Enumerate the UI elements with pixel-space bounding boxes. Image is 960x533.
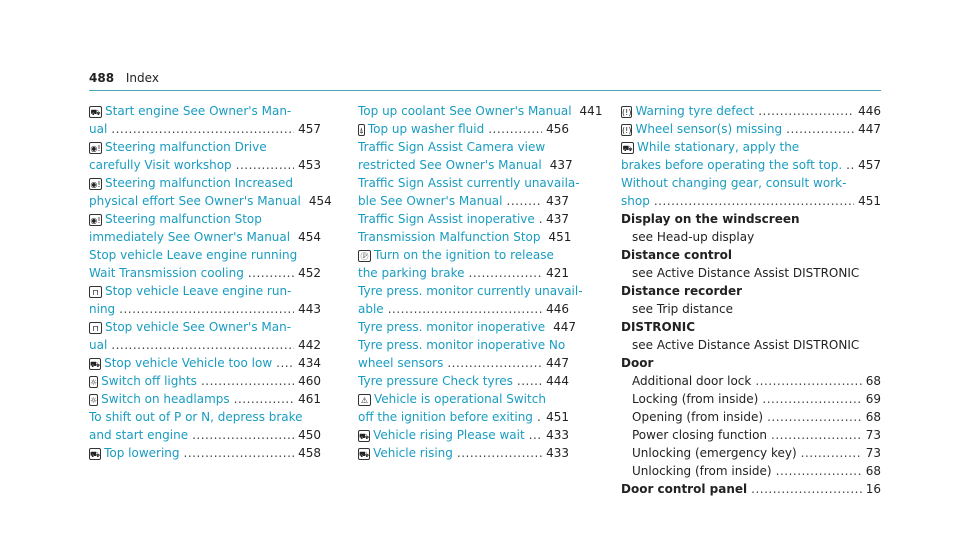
index-entry: [621, 264, 881, 282]
page-reference[interactable]: 433: [546, 446, 569, 460]
index-entry: [621, 300, 881, 318]
index-entry[interactable]: [358, 444, 569, 462]
dot-leader: [388, 300, 542, 318]
index-entry[interactable]: [89, 156, 321, 174]
index-entry[interactable]: [89, 264, 321, 282]
steering-warning-icon: ◉!: [90, 216, 101, 225]
index-entry[interactable]: [89, 372, 321, 390]
dot-leader: [537, 408, 542, 426]
light-icon: ☼: [90, 378, 98, 387]
index-entry-text: Distance recorder: [621, 284, 743, 298]
index-entry[interactable]: [358, 426, 569, 444]
page-reference[interactable]: 456: [546, 122, 569, 136]
index-entry[interactable]: [89, 120, 321, 138]
index-entry-text: While stationary, apply the: [637, 140, 800, 154]
index-entry-text: Top up washer fluid: [367, 122, 485, 136]
index-entry: [621, 138, 881, 156]
page-reference[interactable]: 434: [298, 356, 321, 370]
index-entry-text: Traffic Sign Assist Camera view: [358, 140, 546, 154]
dot-leader: [751, 480, 862, 498]
index-entry-text: see Head-up display: [632, 230, 755, 244]
dot-leader: [771, 426, 862, 444]
index-entry[interactable]: [621, 408, 881, 426]
index-entry: [621, 228, 881, 246]
index-entry-text: Switch on headlamps: [101, 392, 230, 406]
index-entry-text: ble See Owner's Manual: [358, 194, 503, 208]
index-entry: [89, 210, 321, 228]
index-entry[interactable]: [621, 462, 881, 480]
car-icon: ⛟: [90, 450, 101, 459]
index-entry: [621, 246, 881, 264]
index-entry[interactable]: [89, 192, 332, 210]
page-reference[interactable]: 461: [298, 392, 321, 406]
index-entry[interactable]: [358, 300, 569, 318]
index-entry: [621, 174, 881, 192]
index-entry: [621, 282, 881, 300]
index-entry-text: Locking (from inside): [632, 392, 759, 406]
page-reference[interactable]: 451: [858, 194, 881, 208]
index-entry[interactable]: [89, 336, 321, 354]
index-entry-text: able: [358, 302, 384, 316]
page-reference[interactable]: 447: [546, 356, 569, 370]
dot-leader: [119, 300, 294, 318]
parking-brake-icon: Ⓟ: [358, 250, 371, 262]
index-entry-text: wheel sensors: [358, 356, 444, 370]
index-column-2: [358, 102, 603, 462]
index-entry[interactable]: [358, 192, 569, 210]
dot-leader: [111, 336, 294, 354]
index-entry: [358, 174, 580, 192]
index-entry-text: and start engine: [89, 428, 189, 442]
index-entry[interactable]: [89, 390, 321, 408]
index-entry[interactable]: [621, 390, 881, 408]
dot-leader: [758, 102, 854, 120]
index-entry-text: Stop vehicle Vehicle too low: [104, 356, 273, 370]
index-entry-text: Vehicle rising: [373, 446, 453, 460]
dot-leader: [469, 264, 543, 282]
page-reference[interactable]: 442: [298, 338, 321, 352]
index-entry[interactable]: [358, 318, 576, 336]
index-entry[interactable]: [621, 192, 881, 210]
index-entry: [621, 354, 881, 372]
index-entry[interactable]: [621, 444, 881, 462]
page-reference[interactable]: 437: [549, 158, 573, 172]
page-reference[interactable]: 16: [865, 482, 881, 496]
index-entry-text: Power closing function: [632, 428, 768, 442]
index-entry-text: Top lowering: [104, 446, 180, 460]
index-entry-text: Start engine See Owner's Man-: [105, 104, 292, 118]
dot-leader: [236, 156, 294, 174]
page-reference[interactable]: 457: [298, 122, 321, 136]
page-reference[interactable]: 451: [546, 410, 569, 424]
index-entry[interactable]: [358, 264, 569, 282]
index-entry: [89, 102, 321, 120]
dot-leader: [517, 372, 542, 390]
index-entry[interactable]: [358, 408, 569, 426]
page-reference[interactable]: 443: [298, 302, 321, 316]
index-entry-text: Steering malfunction Drive: [105, 140, 267, 154]
index-entry: [621, 318, 881, 336]
dot-leader: [184, 444, 295, 462]
index-entry[interactable]: [358, 102, 603, 120]
index-entry[interactable]: [358, 210, 569, 228]
index-entry-text: Steering malfunction Stop: [105, 212, 262, 226]
index-entry: [621, 336, 881, 354]
page-reference[interactable]: 433: [546, 428, 569, 442]
index-entry: [358, 246, 569, 264]
dot-leader: [248, 264, 294, 282]
car-icon: ⛟: [622, 144, 633, 153]
dot-leader: [192, 426, 294, 444]
index-entry-text: Tyre press. monitor currently unavail-: [358, 284, 583, 298]
index-entry-text: Without changing gear, consult work-: [621, 176, 847, 190]
index-entry-text: see Trip distance: [632, 302, 733, 316]
page-reference[interactable]: 454: [308, 194, 332, 208]
index-entry[interactable]: [89, 228, 321, 246]
page-reference[interactable]: 453: [298, 158, 321, 172]
page-reference[interactable]: 73: [865, 428, 881, 442]
index-entry[interactable]: [89, 300, 321, 318]
page-reference[interactable]: 452: [298, 266, 321, 280]
dot-leader: [776, 462, 862, 480]
index-entry: [358, 336, 569, 354]
index-entry[interactable]: [621, 372, 881, 390]
index-entry[interactable]: [621, 156, 881, 174]
dot-leader: [846, 156, 854, 174]
index-entry: [89, 318, 321, 336]
index-entry-text: Tyre press. monitor inoperative: [358, 320, 546, 334]
index-entry[interactable]: [89, 444, 321, 462]
index-column-1: [89, 102, 332, 462]
index-entry[interactable]: [358, 372, 569, 390]
index-entry-text: see Active Distance Assist DISTRONIC: [632, 266, 860, 280]
index-entry-text: Traffic Sign Assist inoperative: [358, 212, 535, 226]
vehicle-level-icon: ⛟: [359, 450, 370, 459]
index-entry-text: Display on the windscreen: [621, 212, 800, 226]
index-entry-text: Unlocking (from inside): [632, 464, 772, 478]
index-entry[interactable]: [358, 156, 573, 174]
steering-warning-icon: ◉!: [90, 144, 101, 153]
page-reference[interactable]: 68: [865, 410, 881, 424]
page-number: 488: [89, 71, 115, 85]
dot-leader: [276, 354, 294, 372]
page-reference[interactable]: 437: [546, 212, 569, 226]
page-reference[interactable]: 451: [548, 230, 572, 244]
index-entry-text: Distance control: [621, 248, 732, 262]
dot-leader: [654, 192, 854, 210]
index-entry: [89, 246, 321, 264]
washer-fluid-icon: ⍋: [359, 126, 364, 135]
index-entry-text: Switch off lights: [101, 374, 197, 388]
page-reference[interactable]: 69: [865, 392, 881, 406]
index-entry-text: physical effort See Owner's Manual: [89, 194, 301, 208]
index-entry-text: shop: [621, 194, 650, 208]
index-entry-text: Vehicle is operational Switch: [374, 392, 546, 406]
dot-leader: [111, 120, 294, 138]
index-entry-text: see Active Distance Assist DISTRONIC: [632, 338, 860, 352]
index-entry[interactable]: [358, 228, 572, 246]
dot-leader: [801, 444, 862, 462]
index-entry-text: Transmission Malfunction Stop: [358, 230, 541, 244]
page-reference[interactable]: 446: [546, 302, 569, 316]
index-entry-text: Tyre pressure Check tyres: [358, 374, 513, 388]
index-entry-text: brakes before operating the soft top.: [621, 158, 843, 172]
index-entry-text: Unlocking (emergency key): [632, 446, 797, 460]
index-entry[interactable]: [621, 426, 881, 444]
page-reference[interactable]: 437: [546, 194, 569, 208]
index-entry[interactable]: [358, 120, 569, 138]
page-reference[interactable]: 447: [553, 320, 576, 334]
steering-warning-icon: ◉!: [90, 180, 101, 189]
index-entry-text: carefully Visit workshop: [89, 158, 232, 172]
index-entry-text: Wheel sensor(s) missing: [635, 122, 783, 136]
index-entry-text: Door: [621, 356, 654, 370]
index-entry-text: Steering malfunction Increased: [105, 176, 294, 190]
index-entry: [621, 210, 881, 228]
index-entry[interactable]: [89, 354, 321, 372]
page-reference[interactable]: 441: [579, 104, 603, 118]
dot-leader: [457, 444, 542, 462]
index-entry: [358, 138, 569, 156]
index-entry-text: the parking brake: [358, 266, 465, 280]
page-reference[interactable]: 457: [858, 158, 881, 172]
index-entry-text: Stop vehicle Leave engine run-: [105, 284, 292, 298]
index-entry-text: immediately See Owner's Manual: [89, 230, 291, 244]
vehicle-level-icon: ⛟: [359, 432, 370, 441]
light-icon: ☼: [90, 396, 98, 405]
dot-leader: [447, 354, 542, 372]
page-reference[interactable]: 444: [546, 374, 569, 388]
index-entry-text: off the ignition before exiting: [358, 410, 533, 424]
vehicle-level-icon: ⛟: [90, 360, 101, 369]
page-reference[interactable]: 421: [546, 266, 569, 280]
index-entry-text: Wait Transmission cooling: [89, 266, 244, 280]
index-entry-text: Traffic Sign Assist currently unavaila-: [358, 176, 580, 190]
index-entry-text: Additional door lock: [632, 374, 752, 388]
page-reference[interactable]: 447: [858, 122, 881, 136]
index-entry: [89, 408, 321, 426]
page-reference[interactable]: 460: [298, 374, 321, 388]
index-entry-text: Tyre press. monitor inoperative No: [358, 338, 566, 352]
index-entry: [358, 390, 569, 408]
index-entry-text: Stop vehicle See Owner's Man-: [105, 320, 292, 334]
dot-leader: [507, 192, 543, 210]
dot-leader: [201, 372, 294, 390]
index-entry-text: ual: [89, 338, 108, 352]
page-reference[interactable]: 458: [298, 446, 321, 460]
index-entry[interactable]: [621, 480, 881, 498]
index-entry[interactable]: [621, 102, 881, 120]
dot-leader: [529, 426, 542, 444]
index-entry-text: Stop vehicle Leave engine running: [89, 248, 298, 262]
index-entry: [358, 282, 583, 300]
index-entry[interactable]: [358, 354, 569, 372]
index-column-3: [621, 102, 881, 498]
page-reference[interactable]: 454: [298, 230, 321, 244]
page-reference[interactable]: 68: [865, 464, 881, 478]
section-title: Index: [125, 71, 159, 85]
seat-belt-icon: ⊓: [89, 286, 102, 298]
dot-leader: [762, 390, 861, 408]
tyre-pressure-icon: (!): [622, 126, 632, 135]
car-icon: ⛟: [90, 108, 101, 117]
index-entry-text: Turn on the ignition to release: [374, 248, 554, 262]
page-reference[interactable]: 450: [298, 428, 321, 442]
dot-leader: [539, 210, 542, 228]
warning-triangle-icon: ⚠: [358, 394, 371, 406]
page-reference[interactable]: 68: [865, 374, 881, 388]
page-header: [89, 70, 881, 91]
index-entry-text: Top up coolant See Owner's Manual: [358, 104, 572, 118]
dot-leader: [488, 120, 542, 138]
index-entry-text: ning: [89, 302, 116, 316]
index-entry: [89, 174, 321, 192]
index-entry-text: restricted See Owner's Manual: [358, 158, 542, 172]
dot-leader: [767, 408, 862, 426]
index-entry-text: ual: [89, 122, 108, 136]
seat-belt-icon: ⊓: [89, 322, 102, 334]
index-entry-text: DISTRONIC: [621, 320, 696, 334]
dot-leader: [755, 372, 861, 390]
dot-leader: [786, 120, 854, 138]
tyre-pressure-icon: (!): [622, 108, 632, 117]
index-entry: [89, 282, 321, 300]
index-entry-text: Warning tyre defect: [635, 104, 755, 118]
index-entry-text: Door control panel: [621, 482, 748, 496]
dot-leader: [234, 390, 294, 408]
page-reference[interactable]: 446: [858, 104, 881, 118]
index-entry[interactable]: [89, 426, 321, 444]
index-entry-text: To shift out of P or N, depress brake: [89, 410, 303, 424]
index-entry: [89, 138, 321, 156]
page-reference[interactable]: 73: [865, 446, 881, 460]
index-entry-text: Vehicle rising Please wait: [373, 428, 525, 442]
index-entry-text: Opening (from inside): [632, 410, 764, 424]
index-entry[interactable]: [621, 120, 881, 138]
